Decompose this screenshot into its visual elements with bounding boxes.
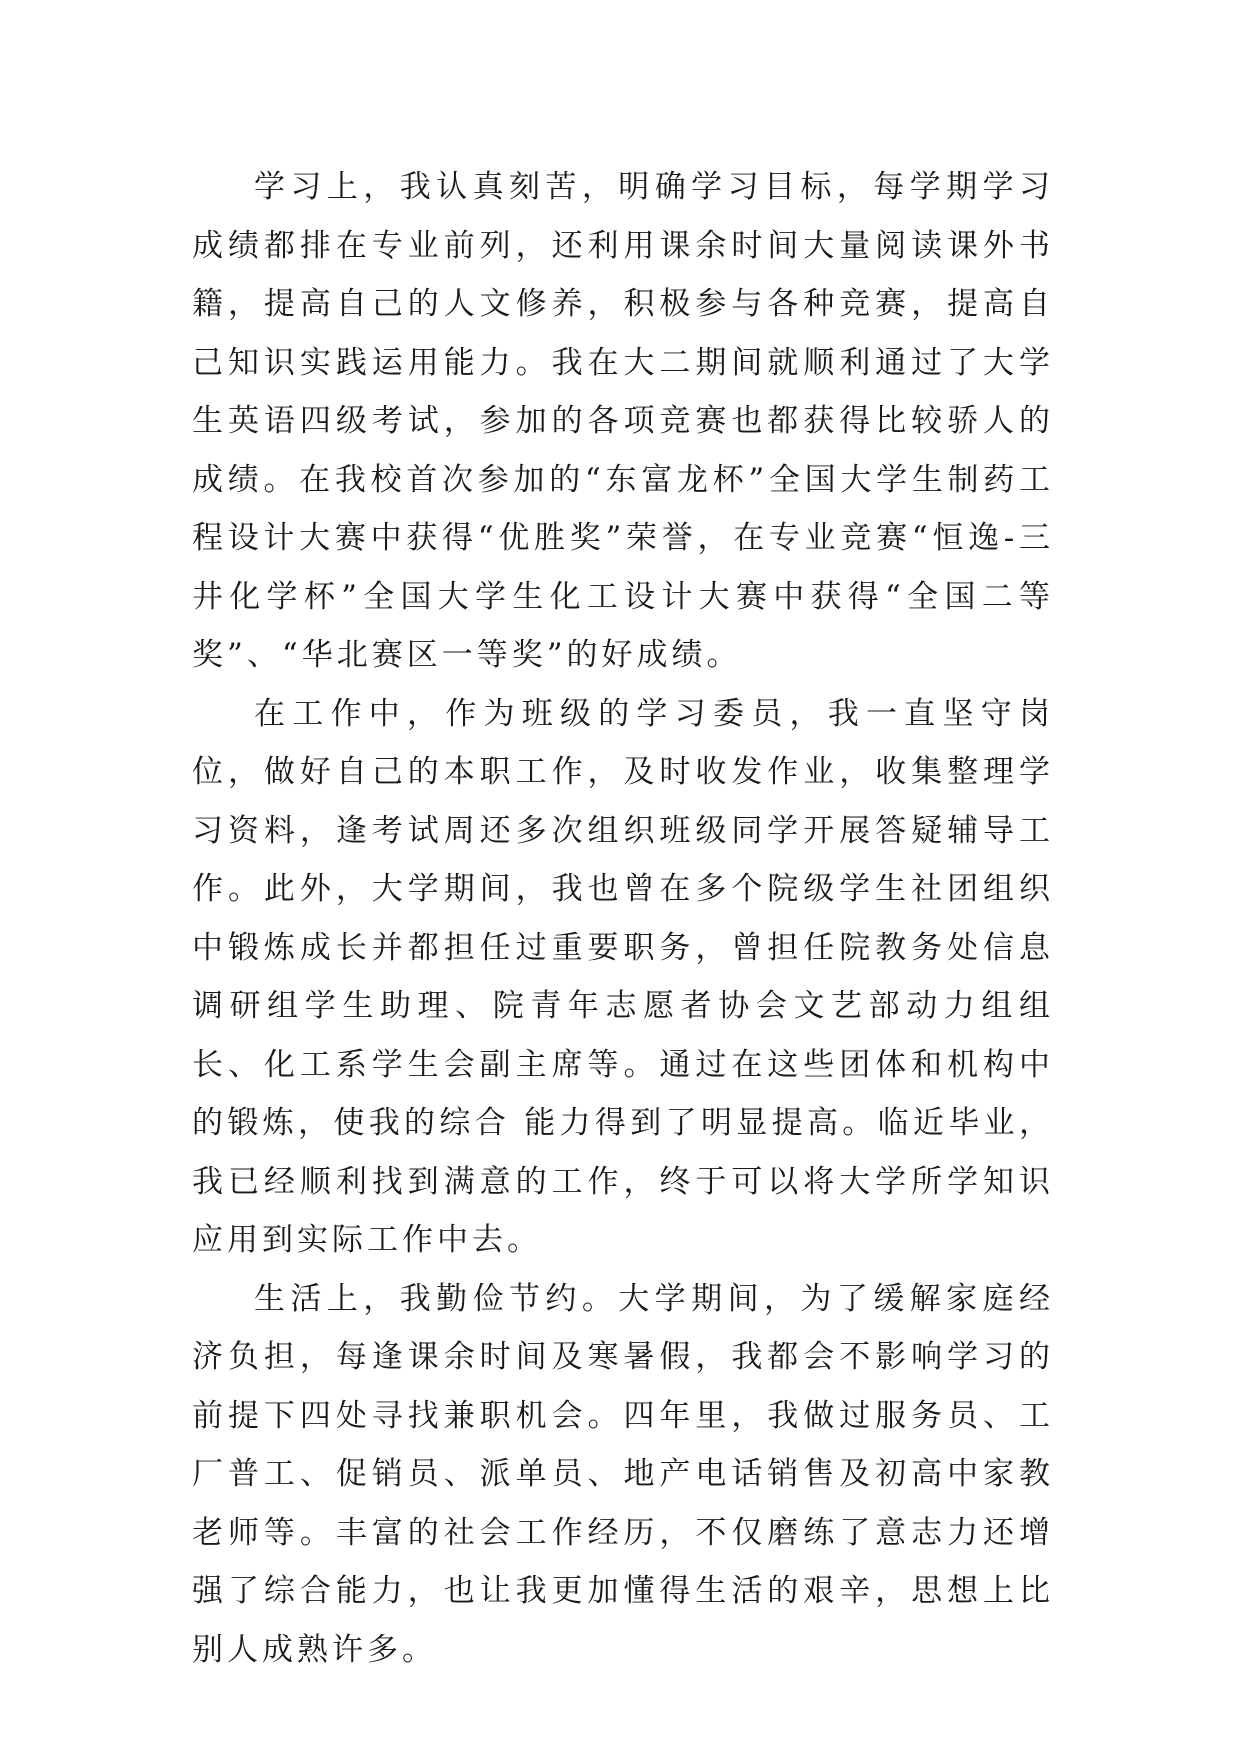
paragraph-work: 在工作中，作为班级的学习委员，我一直坚守岗位，做好自己的本职工作，及时收发作业，收集整理学习资料，逢考试周还多次组织班级同学开展答疑辅导工作。此外，大学期间，我也曾在多个院级学生社团组织中锻炼成长并都担任过重要职务，曾担任院教务处信息调研组学生助理、院青年志愿者协会文艺部动力组组长、化工系学生会副主席等。通过在这些团体和机构中的锻炼，使我的综合 能力得到了明显提高。临近毕业，我已经顺利找到满意的工作，终于可以将大学所学知识应用到实际工作中去。 [192,695,1054,1258]
paragraph-life: 生活上，我勤俭节约。大学期间，为了缓解家庭经济负担，每逢课余时间及寒暑假，我都会不影响学习的前提下四处寻找兼职机会。四年里，我做过服务员、工厂普工、促销员、派单员、地产电话销售及初高中家教老师等。丰富的社会工作经历，不仅磨练了意志力还增强了综合能力，也让我更加懂得生活的艰辛，思想上比别人成熟许多。 [192,1280,1054,1668]
paragraph-study: 学习上，我认真刻苦，明确学习目标，每学期学习成绩都排在专业前列，还利用课余时间大量阅读课外书籍，提高自己的人文修养，积极参与各种竞赛，提高自己知识实践运用能力。我在大二期间就顺利通过了大学生英语四级考试，参加的各项竞赛也都获得比较骄人的成绩。在我校首次参加的“东富龙杯”全国大学生制药工程设计大赛中获得“优胜奖”荣誉，在专业竞赛“恒逸-三井化学杯”全国大学生化工设计大赛中获得“全国二等奖”、“华北赛区一等奖”的好成绩。 [192,169,1054,673]
document-body [192,158,1054,1679]
